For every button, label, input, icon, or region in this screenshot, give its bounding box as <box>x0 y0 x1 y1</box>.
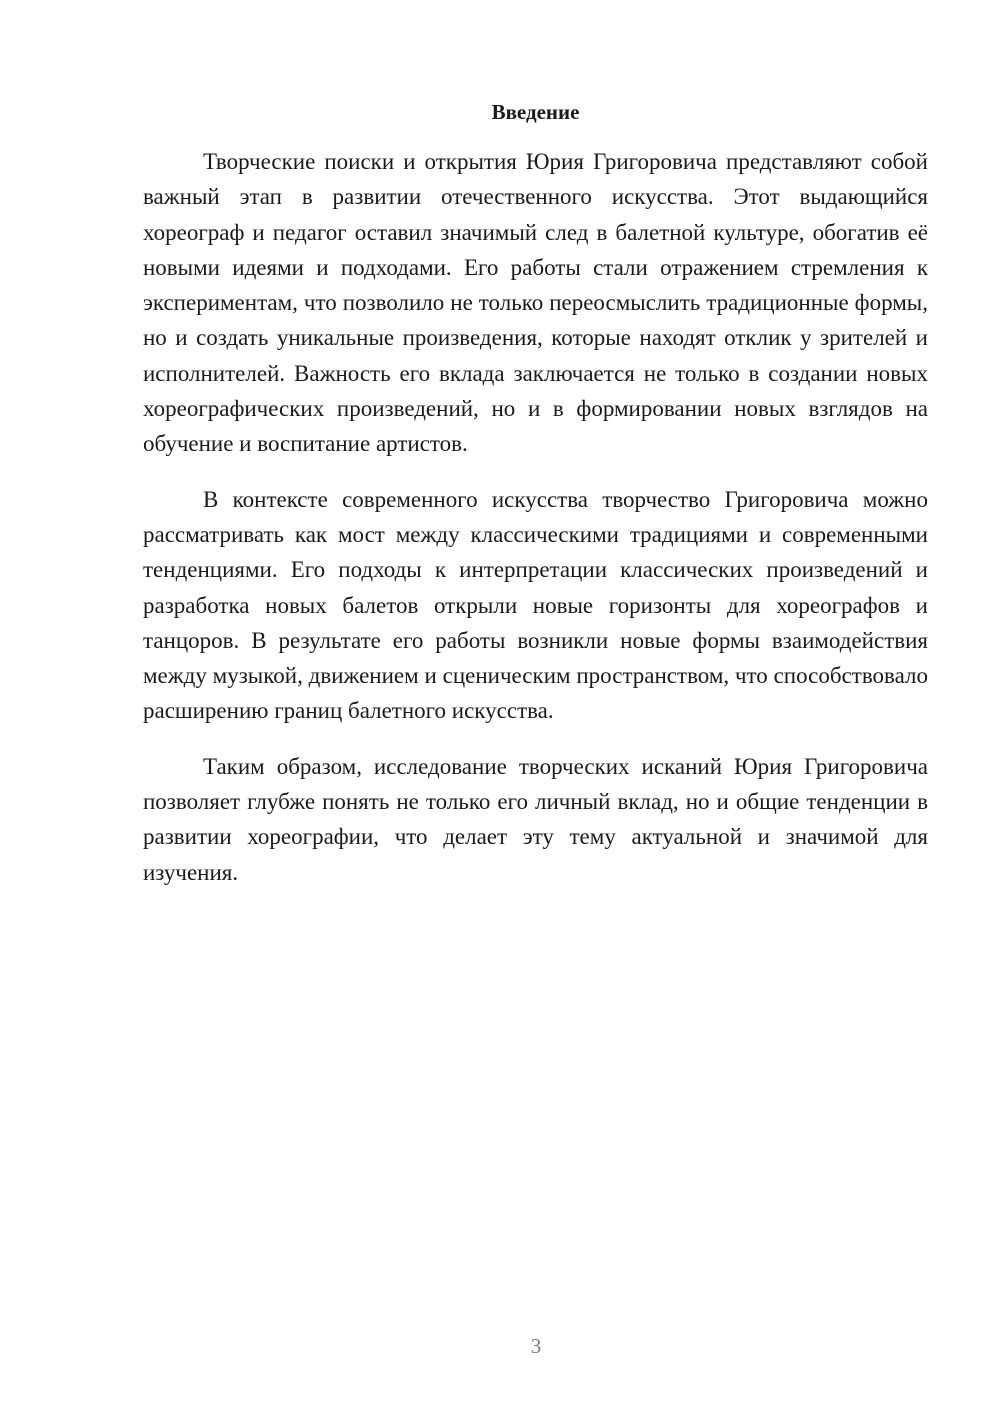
paragraph-1: Творческие поиски и открытия Юрия Григоровича представляют собой важный этап в развитии отечественного искусства. Этот выдающийся хореограф и педагог оставил значимый след в балетной культуре, обогатив её новыми идеями и подходами. Его работы стали отражением стремления к экспериментам, что позволило не только переосмыслить традиционные формы, но и создать уникальные произведения, которые находят отклик у зрителей и исполнителей. Важность его вклада заключается не только в создании новых хореографических произведений, но и в формировании новых взглядов на обучение и воспитание артистов. <box>143 149 928 457</box>
page-number: 3 <box>530 1334 542 1358</box>
paragraph-3: Таким образом, исследование творческих исканий Юрия Григоровича позволяет глубже понять не только его личный вклад, но и общие тенденции в развитии хореографии, что делает эту тему актуальной и значимой для изучения. <box>143 753 928 885</box>
section-heading: Введение <box>491 100 580 124</box>
paragraph-2: В контексте современного искусства творчество Григоровича можно рассматривать как мост между классическими традициями и современными тенденциями. Его подходы к интерпретации классических произведений и разработка новых балетов открыли новые горизонты для хореографов и танцоров. В результате его работы возникли новые формы взаимодействия между музыкой, движением и сценическим пространством, что способствовало расширению границ балетного искусства. <box>143 486 928 724</box>
document-body <box>143 144 928 910</box>
